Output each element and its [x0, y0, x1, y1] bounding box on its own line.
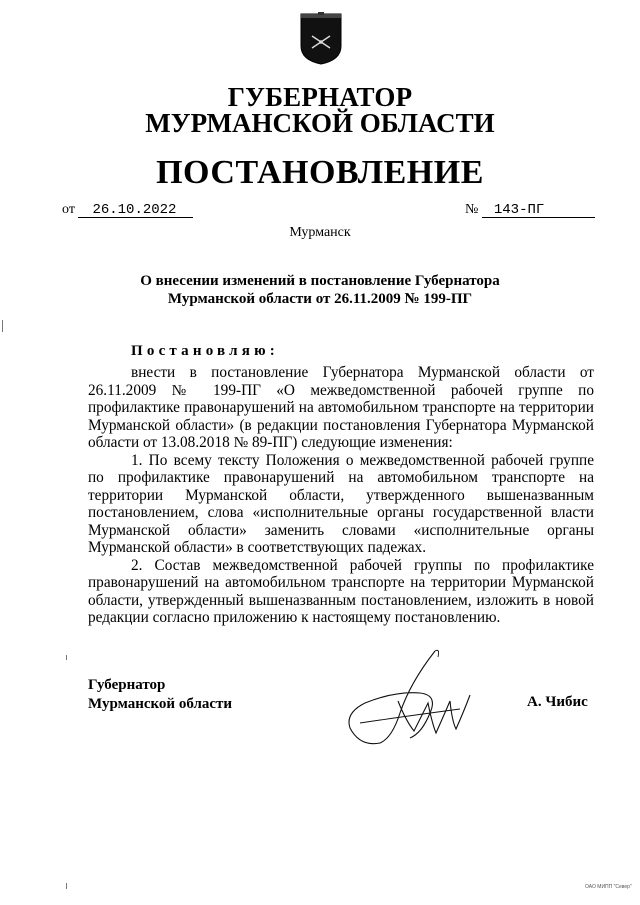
date-value: 26.10.2022 — [78, 203, 193, 218]
signatory-title-line2: Мурманской области — [88, 696, 233, 712]
margin-mark — [66, 883, 67, 889]
body-paragraph: 1. По всему тексту Положения о межведомственной рабочей группе по профилактике правонарушений на автомобильном транспорте на территории Мурманской области, утвержденного вышеназванным постановлением, слова «исполнительные органы государственной власти Мурманской области» заменить словами «исполнительные органы Мурманской области» в соответствующих падежах. — [88, 451, 594, 556]
body-paragraph: внести в постановление Губернатора Мурманской области от 26.11.2009 № 199-ПГ «О межведомственной рабочей группе по профилактике правонарушений на автомобильном транспорте на территории Мурманской области» (в редакции постановления Губернатора Мурманской области от 13.08.2018 № 89-ПГ) следующие изменения: — [88, 364, 594, 451]
city-label: Мурманск — [289, 225, 351, 240]
decrees-word: Постановляю: — [131, 343, 279, 359]
signatory-title-line1: Губернатор — [88, 677, 166, 693]
document-subject: О внесении изменений в постановление Губернатора Мурманской области от 26.11.2009 № 199-ПГ — [140, 273, 500, 307]
date-prefix: от — [62, 202, 75, 217]
number-field — [465, 202, 595, 218]
body-paragraph: 2. Состав межведомственной рабочей группы по профилактике правонарушений на автомобильном транспорте на территории Мурманской области, утвержденный вышеназванным постановлением, изложить в новой редакции согласно приложению к настоящему постановлению. — [88, 556, 594, 626]
coat-of-arms-icon — [299, 12, 343, 66]
date-field — [62, 202, 193, 218]
document-body — [88, 364, 594, 627]
authority-title-line2: МУРМАНСКОЙ ОБЛАСТИ — [145, 108, 495, 138]
number-value: 143-ПГ — [482, 203, 595, 218]
signatory-title — [88, 676, 232, 714]
margin-mark — [2, 320, 3, 332]
margin-mark — [66, 655, 67, 660]
document-type-title: ПОСТАНОВЛЕНИЕ — [156, 154, 484, 191]
authority-title-line1: ГУБЕРНАТОР — [227, 82, 413, 112]
signatory-name: А. Чибис — [527, 694, 588, 710]
number-prefix: № — [465, 202, 479, 217]
handwritten-signature — [340, 643, 490, 763]
print-mark: ОАО МИПП "Север" — [585, 884, 632, 890]
